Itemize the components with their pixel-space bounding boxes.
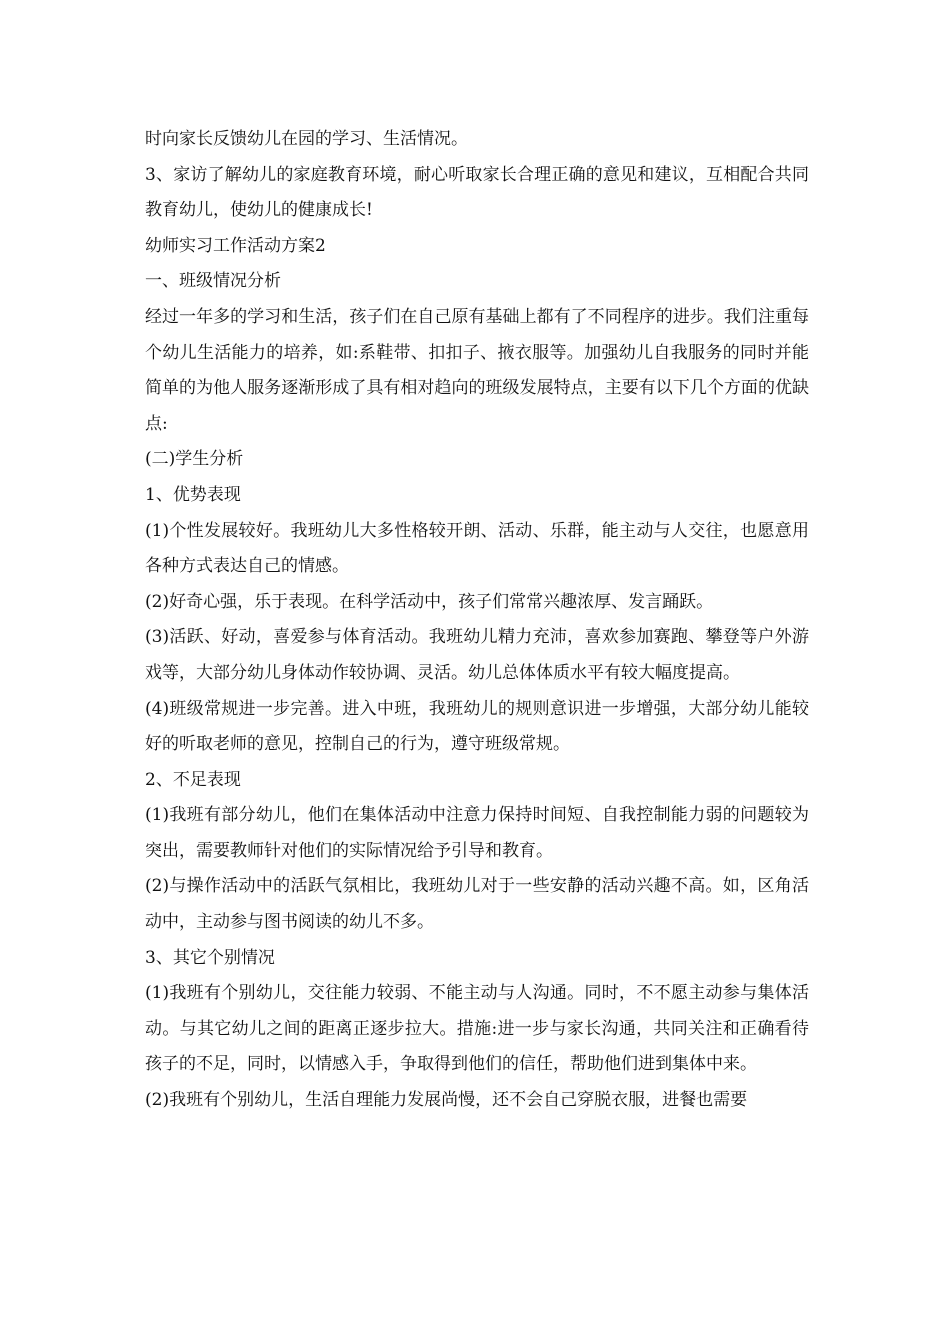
paragraph: 3、家访了解幼儿的家庭教育环境，耐心听取家长合理正确的意见和建议，互相配合共同教育幼儿，使幼儿的健康成长! bbox=[145, 164, 809, 221]
section-heading: (二)学生分析 bbox=[145, 449, 244, 470]
paragraph: (2)与操作活动中的活跃气氛相比，我班幼儿对于一些安静的活动兴趣不高。如，区角活动中，主动参与图书阅读的幼儿不多。 bbox=[145, 876, 809, 933]
paragraph: 时向家长反馈幼儿在园的学习、生活情况。 bbox=[145, 129, 468, 149]
paragraph: (3)活跃、好动，喜爱参与体育活动。我班幼儿精力充沛，喜欢参加赛跑、攀登等户外游戏等，大部分幼儿身体动作较协调、灵活。幼儿总体体质水平有较大幅度提高。 bbox=[145, 627, 809, 683]
paragraph: (1)我班有部分幼儿，他们在集体活动中注意力保持时间短、自我控制能力弱的问题较为突出，需要教师针对他们的实际情况给予引导和教育。 bbox=[145, 805, 809, 861]
document-body bbox=[145, 122, 809, 1119]
paragraph: 经过一年多的学习和生活，孩子们在自己原有基础上都有了不同程序的进步。我们注重每个幼儿生活能力的培养，如:系鞋带、扣扣子、掖衣服等。加强幼儿自我服务的同时并能简单的为他人服务逐渐形成了具有相对趋向的班级发展特点，主要有以下几个方面的优缺点: bbox=[145, 306, 809, 434]
section-heading: 一、班级情况分析 bbox=[145, 271, 281, 292]
section-heading: 1、优势表现 bbox=[145, 484, 241, 505]
section-heading: 3、其它个别情况 bbox=[145, 947, 275, 968]
paragraph: (1)我班有个别幼儿，交往能力较弱、不能主动与人沟通。同时，不不愿主动参与集体活动。与其它幼儿之间的距离正逐步拉大。措施:进一步与家长沟通，共同关注和正确看待孩子的不足，同时，以情感入手，争取得到他们的信任，帮助他们进到集体中来。 bbox=[145, 983, 809, 1075]
paragraph: (1)个性发展较好。我班幼儿大多性格较开朗、活动、乐群，能主动与人交往，也愿意用各种方式表达自己的情感。 bbox=[145, 520, 809, 577]
section-heading: 2、不足表现 bbox=[145, 769, 241, 790]
paragraph: (2)我班有个别幼儿，生活自理能力发展尚慢，还不会自己穿脱衣服，进餐也需要 bbox=[145, 1090, 748, 1111]
section-title: 幼师实习工作活动方案2 bbox=[145, 235, 326, 256]
paragraph: (2)好奇心强，乐于表现。在科学活动中，孩子们常常兴趣浓厚、发言踊跃。 bbox=[145, 591, 714, 612]
paragraph: (4)班级常规进一步完善。进入中班，我班幼儿的规则意识进一步增强，大部分幼儿能较好的听取老师的意见，控制自己的行为，遵守班级常规。 bbox=[145, 698, 809, 755]
